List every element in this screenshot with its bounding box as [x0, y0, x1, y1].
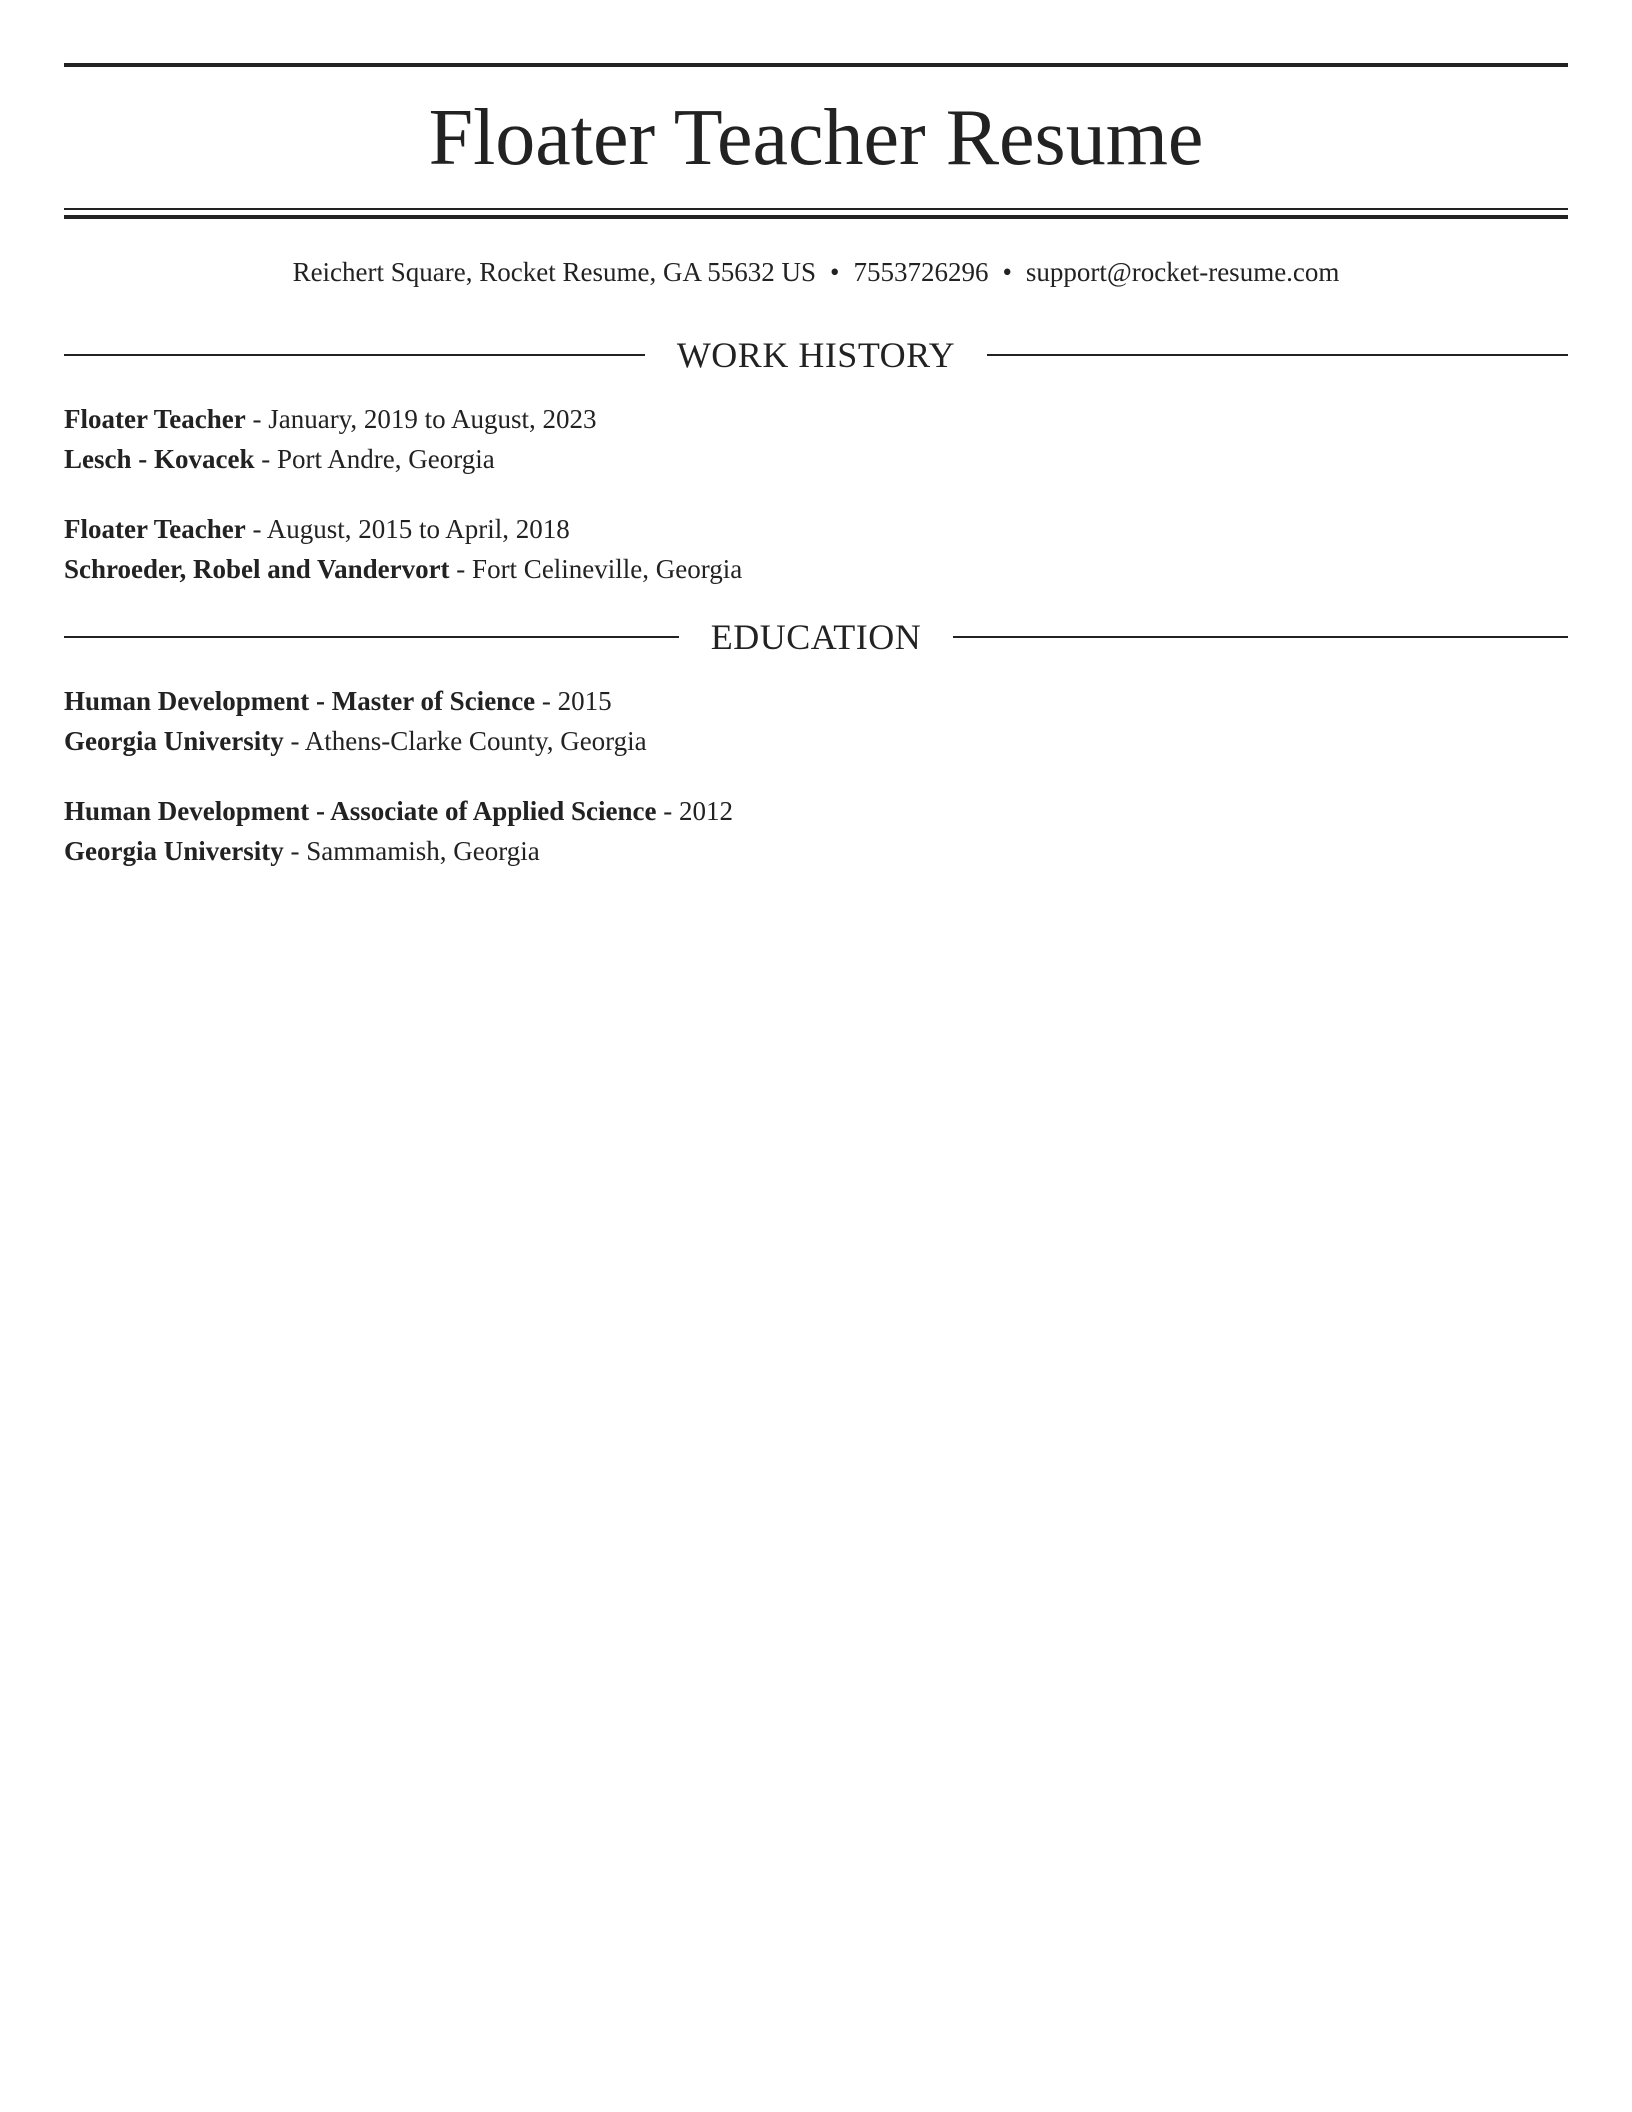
- contact-email: support@rocket-resume.com: [1025, 257, 1340, 287]
- heading-rule-left: [64, 636, 679, 638]
- section-title: WORK HISTORY: [676, 335, 956, 375]
- job-role: Floater Teacher: [64, 514, 246, 544]
- job-role: Floater Teacher: [64, 404, 246, 434]
- title-rule-thick: [64, 215, 1568, 219]
- bullet-separator: •: [829, 257, 840, 287]
- employer-location: Fort Celineville, Georgia: [472, 554, 743, 584]
- top-rule: [64, 63, 1568, 67]
- school-location: Sammamish, Georgia: [306, 836, 540, 866]
- contact-phone: 7553726296: [853, 257, 989, 287]
- school-location: Athens-Clarke County, Georgia: [304, 726, 647, 756]
- employer-location: Port Andre, Georgia: [276, 444, 495, 474]
- work-history-heading: [64, 330, 1568, 380]
- dash: -: [283, 836, 307, 866]
- section-title: EDUCATION: [710, 617, 922, 657]
- work-entry-employer-row: [64, 439, 1568, 479]
- education-entry-school-row: [64, 721, 1568, 761]
- education-entry-degree-row: [64, 681, 1568, 721]
- resume-title: Floater Teacher Resume: [428, 94, 1204, 182]
- contact-line: [64, 252, 1568, 292]
- degree-year: 2012: [678, 796, 733, 826]
- degree-name: Human Development - Associate of Applied Science: [64, 796, 657, 826]
- work-entry: [64, 399, 1568, 479]
- dash: -: [245, 514, 267, 544]
- dash: -: [449, 554, 473, 584]
- bullet-separator: •: [1002, 257, 1012, 287]
- dash: -: [656, 796, 679, 826]
- job-dates: August, 2015 to April, 2018: [266, 514, 570, 544]
- education-entry: [64, 791, 1568, 871]
- contact-address: Reichert Square, Rocket Resume, GA 55632 US: [292, 257, 816, 287]
- heading-rule-right: [987, 354, 1568, 356]
- heading-rule-left: [64, 354, 645, 356]
- education-entry: [64, 681, 1568, 761]
- education-entry-school-row: [64, 831, 1568, 871]
- dash: -: [535, 686, 558, 716]
- degree-name: Human Development - Master of Science: [64, 686, 536, 716]
- work-entry-title-row: [64, 399, 1568, 439]
- work-entry: [64, 509, 1568, 589]
- job-dates: January, 2019 to August, 2023: [268, 404, 597, 434]
- dash: -: [245, 404, 269, 434]
- title-rule-thin: [64, 208, 1568, 210]
- education-heading: [64, 612, 1568, 662]
- work-entry-employer-row: [64, 549, 1568, 589]
- school-name: Georgia University: [64, 726, 284, 756]
- school-name: Georgia University: [64, 836, 284, 866]
- dash: -: [254, 444, 277, 474]
- dash: -: [283, 726, 305, 756]
- employer-name: Lesch - Kovacek: [64, 444, 255, 474]
- education-entry-degree-row: [64, 791, 1568, 831]
- work-entry-title-row: [64, 509, 1568, 549]
- employer-name: Schroeder, Robel and Vandervort: [64, 554, 450, 584]
- degree-year: 2015: [557, 686, 612, 716]
- heading-rule-right: [953, 636, 1568, 638]
